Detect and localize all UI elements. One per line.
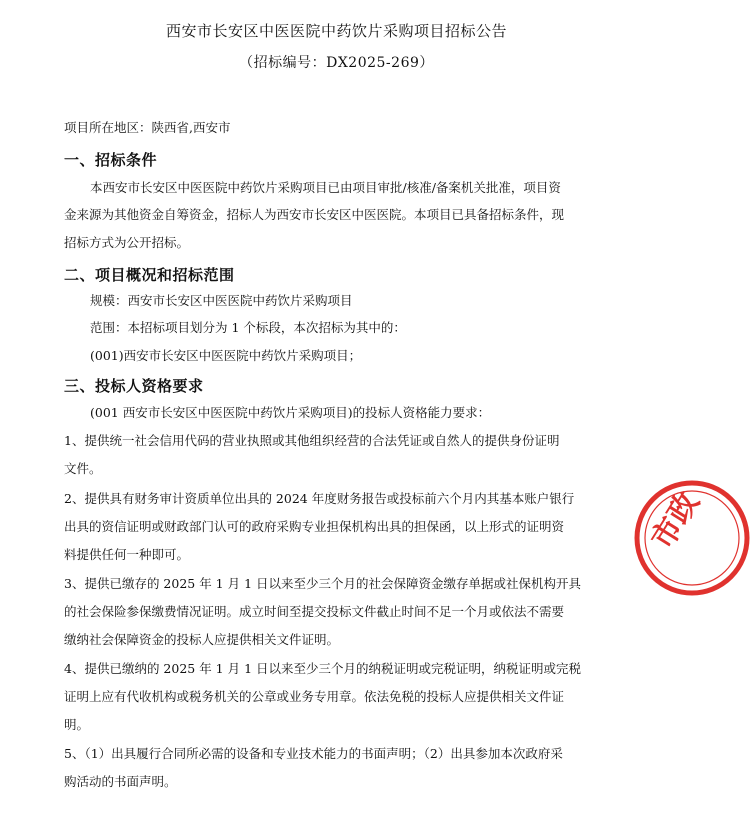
section2-line: (001)西安市长安区中医医院中药饮片采购项目； bbox=[90, 348, 362, 363]
official-seal bbox=[632, 478, 752, 598]
page-title: 西安市长安区中医医院中药饮片采购项目招标公告 bbox=[165, 22, 507, 40]
project-location: 项目所在地区：陕西省,西安市 bbox=[64, 120, 231, 135]
requirement-line: 5、（1）出具履行合同所必需的设备和专业技术能力的书面声明；（2）出具参加本次政府采 bbox=[64, 746, 563, 761]
section2-line: 规模：西安市长安区中医医院中药饮片采购项目 bbox=[90, 293, 353, 308]
requirement-line: 明。 bbox=[64, 717, 90, 732]
svg-text:市政: 市政 bbox=[645, 485, 707, 556]
requirement-line: 购活动的书面声明。 bbox=[64, 774, 177, 789]
requirement-line: 2、提供具有财务审计资质单位出具的 2024 年度财务报告或投标前六个月内其基本账户银行 bbox=[64, 491, 575, 506]
section3-intro: (001 西安市长安区中医医院中药饮片采购项目)的投标人资格能力要求： bbox=[90, 405, 491, 420]
requirement-line: 证明上应有代收机构或税务机关的公章或业务专用章。依法免税的投标人应提供相关文件证 bbox=[64, 689, 565, 704]
requirement-line: 4、提供已缴纳的 2025 年 1 月 1 日以来至少三个月的纳税证明或完税证明，纳税证明或完税 bbox=[64, 661, 582, 676]
requirement-line: 3、提供已缴存的 2025 年 1 月 1 日以来至少三个月的社会保障资金缴存单据或社保机构开具 bbox=[64, 576, 582, 591]
section1-line: 金来源为其他资金自筹资金，招标人为西安市长安区中医医院。本项目已具备招标条件，现 bbox=[64, 207, 565, 222]
requirement-line: 1、提供统一社会信用代码的营业执照或其他组织经营的合法凭证或自然人的提供身份证明 bbox=[64, 433, 560, 448]
requirement-line: 料提供任何一种即可。 bbox=[64, 547, 190, 562]
requirement-line: 的社会保险参保缴费情况证明。成立时间至提交投标文件截止时间不足一个月或依法不需要 bbox=[64, 604, 565, 619]
section1-line: 本西安市长安区中医医院中药饮片采购项目已由项目审批/核准/备案机关批准，项目资 bbox=[90, 180, 561, 195]
tender-number: （招标编号：DX2025-269） bbox=[239, 55, 434, 71]
section2-heading: 二、项目概况和招标范围 bbox=[64, 266, 235, 284]
section1-heading: 一、招标条件 bbox=[64, 151, 158, 169]
requirement-line: 缴纳社会保障资金的投标人应提供相关文件证明。 bbox=[64, 632, 340, 647]
requirement-line: 出具的资信证明或财政部门认可的政府采购专业担保机构出具的担保函，以上形式的证明资 bbox=[64, 519, 565, 534]
section2-line: 范围：本招标项目划分为 1 个标段，本次招标为其中的： bbox=[90, 320, 406, 335]
section1-line: 招标方式为公开招标。 bbox=[64, 235, 190, 250]
section3-heading: 三、投标人资格要求 bbox=[64, 377, 204, 395]
requirement-line: 文件。 bbox=[64, 461, 102, 476]
